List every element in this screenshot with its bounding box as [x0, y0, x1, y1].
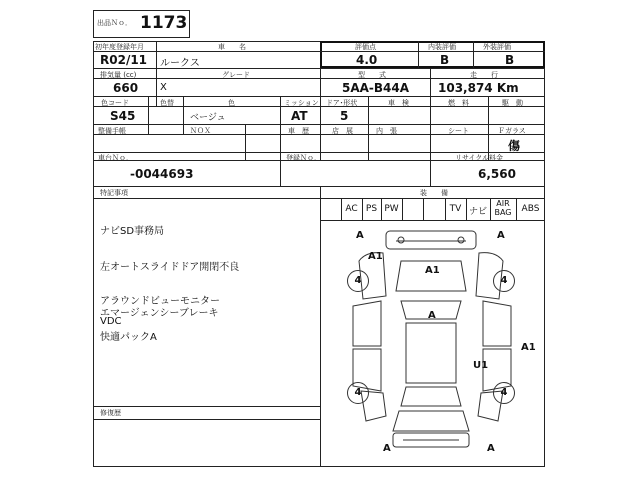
- color-change-label: 色替: [160, 99, 174, 107]
- chassis-label: 車台Ｎｏ．: [98, 154, 133, 162]
- equip-navi: ナビ: [468, 207, 487, 217]
- model-label: 型 式: [358, 71, 386, 79]
- inspection-label: 車 検: [388, 99, 409, 107]
- exterior-value: B: [505, 53, 515, 67]
- equip-ac: AC: [345, 204, 358, 214]
- wheel-rear-left: 4: [347, 382, 369, 404]
- wheel-front-right: 4: [493, 270, 515, 292]
- note-vdc: VDC: [100, 316, 122, 327]
- grid-line: [245, 124, 246, 160]
- history-label: 車 歴: [288, 127, 309, 135]
- color-code-value: S45: [110, 109, 136, 123]
- doors-label: ドア･形状: [326, 99, 358, 107]
- interior-label: 内装評価: [428, 43, 456, 51]
- repair-label: 修復歴: [100, 409, 121, 417]
- mileage-label: 走 行: [470, 71, 498, 79]
- grid-line: [93, 186, 545, 187]
- grid-line: [368, 124, 369, 160]
- note-navi-sd: ナビSD事務局: [100, 226, 165, 237]
- marker-front-right: A: [497, 230, 505, 241]
- note-comfort-pack: 快適パックA: [100, 332, 157, 343]
- first-reg-value: R02/11: [100, 53, 148, 67]
- grid-line: [93, 134, 545, 135]
- lot-number-label: 出品Ｎｏ．: [97, 19, 132, 27]
- mission-value: AT: [291, 109, 308, 123]
- recycle-value: 6,560: [478, 167, 516, 181]
- glass-label: Ｆガラス: [498, 127, 526, 135]
- color-value: ベージュ: [190, 113, 226, 123]
- grid-line: [183, 96, 184, 134]
- interior-value: B: [440, 53, 450, 67]
- recycle-label: リサイクル料金: [455, 154, 504, 162]
- grid-line: [156, 68, 157, 106]
- grid-line: [418, 41, 419, 68]
- grid-line: [430, 152, 431, 186]
- marker-front-left: A: [356, 230, 364, 241]
- marker-rear-left: A: [383, 443, 391, 454]
- exterior-label: 外装評価: [483, 43, 511, 51]
- maintenance-label: 整備手帳: [98, 127, 126, 135]
- grid-line: [93, 419, 320, 420]
- marker-a1-hood: A1: [425, 265, 440, 276]
- notes-label: 特記事項: [100, 189, 128, 197]
- equip-abs: ABS: [521, 204, 540, 214]
- marker-right-side: A1: [521, 342, 536, 353]
- model-value: 5AA-B44A: [342, 81, 410, 95]
- color-code-label: 色コード: [101, 99, 129, 107]
- wheel-front-left: 4: [347, 270, 369, 292]
- grid-line: [148, 96, 149, 134]
- score-value: 4.0: [356, 53, 378, 67]
- grid-line: [423, 198, 424, 220]
- grid-line: [93, 124, 545, 125]
- grid-line: [280, 152, 281, 186]
- marker-rear-right: A: [487, 443, 495, 454]
- mileage-value: 103,874 Km: [438, 81, 519, 95]
- car-diagram: [321, 221, 544, 466]
- grid-line: [473, 41, 474, 68]
- fuel-label: 燃 料: [448, 99, 469, 107]
- drive-label: 駆 動: [502, 99, 523, 107]
- equip-tv: TV: [449, 204, 462, 214]
- shop-label: 店 展: [332, 127, 353, 135]
- first-reg-label: 初年度登録年月: [95, 43, 144, 51]
- grid-line: [93, 406, 320, 407]
- seat-label: シート: [448, 127, 469, 135]
- displacement-value: 660: [113, 81, 139, 95]
- doors-value: 5: [340, 109, 349, 123]
- car-name-value: ルークス: [160, 58, 200, 69]
- grid-line: [93, 96, 545, 97]
- equip-airbag: AIR BAG: [494, 199, 512, 217]
- score-label: 評価点: [355, 43, 376, 51]
- note-emergency-brake: エマージェンシーブレーキ: [100, 308, 219, 319]
- car-name-label: 車 名: [218, 43, 246, 51]
- marker-u1: U1: [473, 360, 489, 371]
- wheel-rear-right: 4: [493, 382, 515, 404]
- grade-value: X: [160, 82, 167, 93]
- chassis-value: -0044693: [130, 167, 194, 181]
- note-slide-door: 左オートスライドドア開閉不良: [100, 262, 240, 273]
- marker-a1-fender: A1: [368, 251, 383, 262]
- equipment-label: 装 備: [420, 189, 448, 197]
- mission-label: ミッション: [284, 99, 319, 107]
- reg-no-label: 登録Ｎｏ．: [286, 154, 321, 162]
- nox-label: ＮＯＸ: [190, 127, 211, 135]
- note-around-view: アラウンドビューモニター: [100, 296, 220, 307]
- color-label: 色: [228, 99, 235, 107]
- grade-label: グレード: [222, 71, 250, 79]
- grid-line: [93, 51, 545, 52]
- displacement-label: 排気量 (cc): [100, 71, 137, 79]
- equip-pw: PW: [384, 204, 399, 214]
- equip-ps: PS: [365, 204, 378, 214]
- interior2-label: 内 張: [376, 127, 397, 135]
- marker-roof: A: [428, 310, 436, 321]
- lot-number: 1173: [140, 13, 188, 33]
- glass-value: 傷: [508, 139, 521, 153]
- grid-line: [402, 198, 403, 220]
